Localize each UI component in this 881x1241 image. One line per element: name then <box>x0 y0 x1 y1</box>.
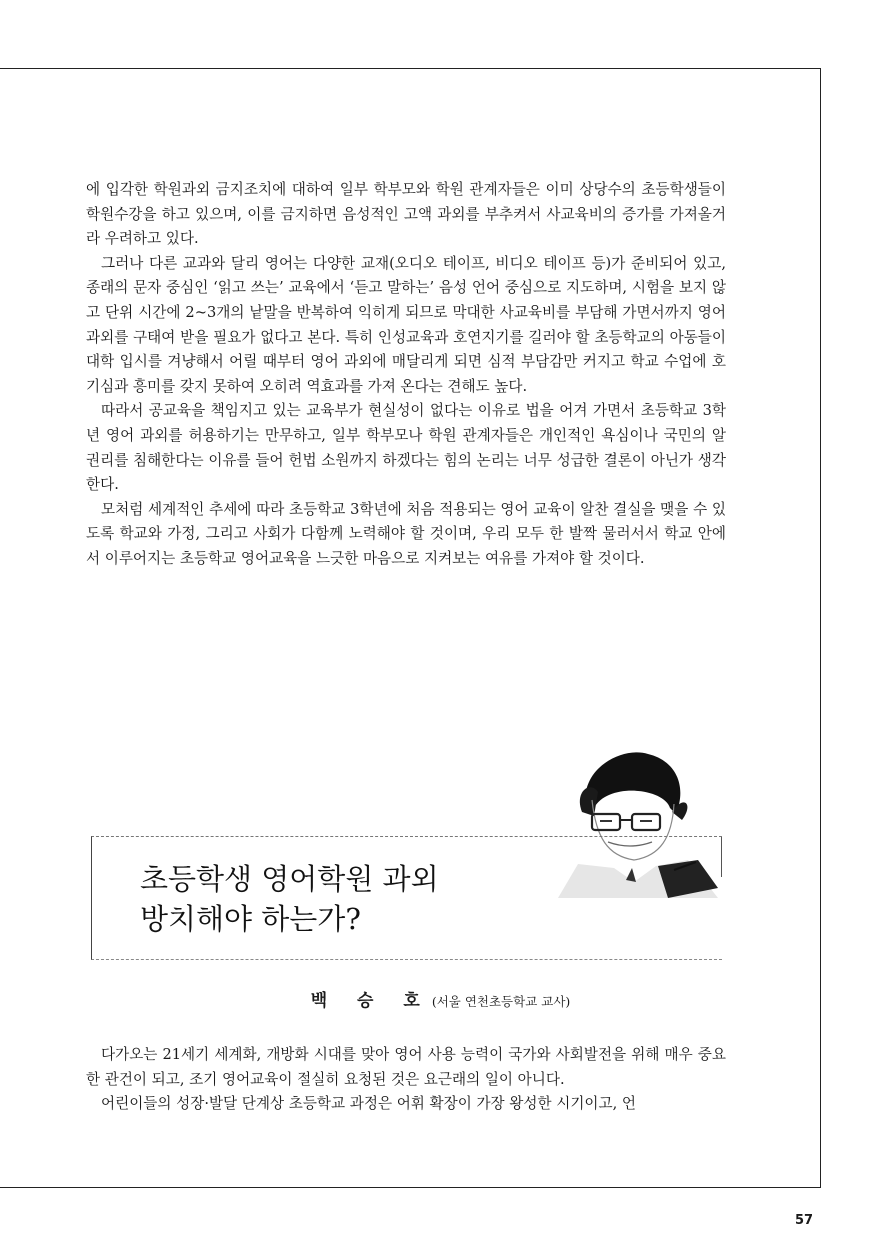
paragraph: 모처럼 세계적인 추세에 따라 초등학교 3학년에 처음 적용되는 영어 교육이 알찬 결실을 맺을 수 있도록 학교와 가정, 그리고 사회가 다함께 노력해야 할 것이며, 우리 모두 한 발짝 물러서서 학교 안에서 이루어지는 초등학교 영어교육을 느긋한 마음으로 지켜보는 여유를 가져야 할 것이다. <box>86 500 726 567</box>
paragraph: 어린이들의 성장·발달 단계상 초등학교 과정은 어휘 확장이 가장 왕성한 시기이고, 언 <box>101 1095 636 1113</box>
paragraph: 그러나 다른 교과와 달리 영어는 다양한 교재(오디오 테이프, 비디오 테이프 등)가 준비되어 있고, 종래의 문자 중심인 ‘읽고 쓰는’ 교육에서 ‘듣고 말하는’ 음성 언어 중심으로 지도하며, 시험을 보지 않고 단위 시간에 2~3개의 낱말을 반복하여 익히게 되므로 막대한 사교육비를 부담해 가면서까지 영어 과외를 구태여 받을 필요가 없다고 본다. 특히 인성교육과 호연지기를 길러야 할 초등학교의 아동들이 대학 입시를 겨냥해서 어릴 때부터 영어 과외에 매달리게 되면 심적 부담감만 커지고 학교 수업에 호기심과 흥미를 갖지 못하여 오히려 역효과를 가져 온다는 견해도 높다. <box>86 254 726 395</box>
paragraph: 에 입각한 학원과외 금지조치에 대하여 일부 학부모와 학원 관계자들은 이미 상당수의 초등학생들이 학원수강을 하고 있으며, 이를 금지하면 음성적인 고액 과외를 부추켜서 사교육비의 증가를 가져올거라 우려하고 있다. <box>86 181 726 248</box>
paragraph: 따라서 공교육을 책임지고 있는 교육부가 현실성이 없다는 이유로 법을 어겨 가면서 초등학교 3학년 영어 과외를 허용하기는 만무하고, 일부 학부모나 학원 관계자들은 개인적인 욕심이나 국민의 알 권리를 침해한다는 이유를 들어 헌법 소원까지 하겠다는 힘의 논리는 너무 성급한 결론이 아닌가 생각한다. <box>86 402 726 494</box>
paragraph: 다가오는 21세기 세계화, 개방화 시대를 맞아 영어 사용 능력이 국가와 사회발전을 위해 매우 중요한 관건이 되고, 조기 영어교육이 절실히 요청된 것은 요근래의 일이 아니다. <box>86 1046 726 1088</box>
author-affiliation: (서울 연천초등학교 교사) <box>431 994 571 1009</box>
author-name: 백 승 호 <box>310 991 432 1011</box>
article-title-box <box>91 836 722 960</box>
article-title-line1: 초등학생 영어학원 과외 <box>140 862 439 896</box>
title-box-right-tick <box>721 837 722 877</box>
article-title <box>140 859 439 939</box>
article-title-line2: 방치해야 하는가? <box>140 902 361 936</box>
article-body-previous <box>86 178 726 572</box>
page-number: 57 <box>795 1213 814 1228</box>
top-border-rule <box>0 68 821 69</box>
bottom-border-rule <box>0 1187 821 1188</box>
article-body <box>86 1043 726 1117</box>
author-byline <box>0 986 881 1011</box>
right-border-rule <box>820 68 821 1188</box>
